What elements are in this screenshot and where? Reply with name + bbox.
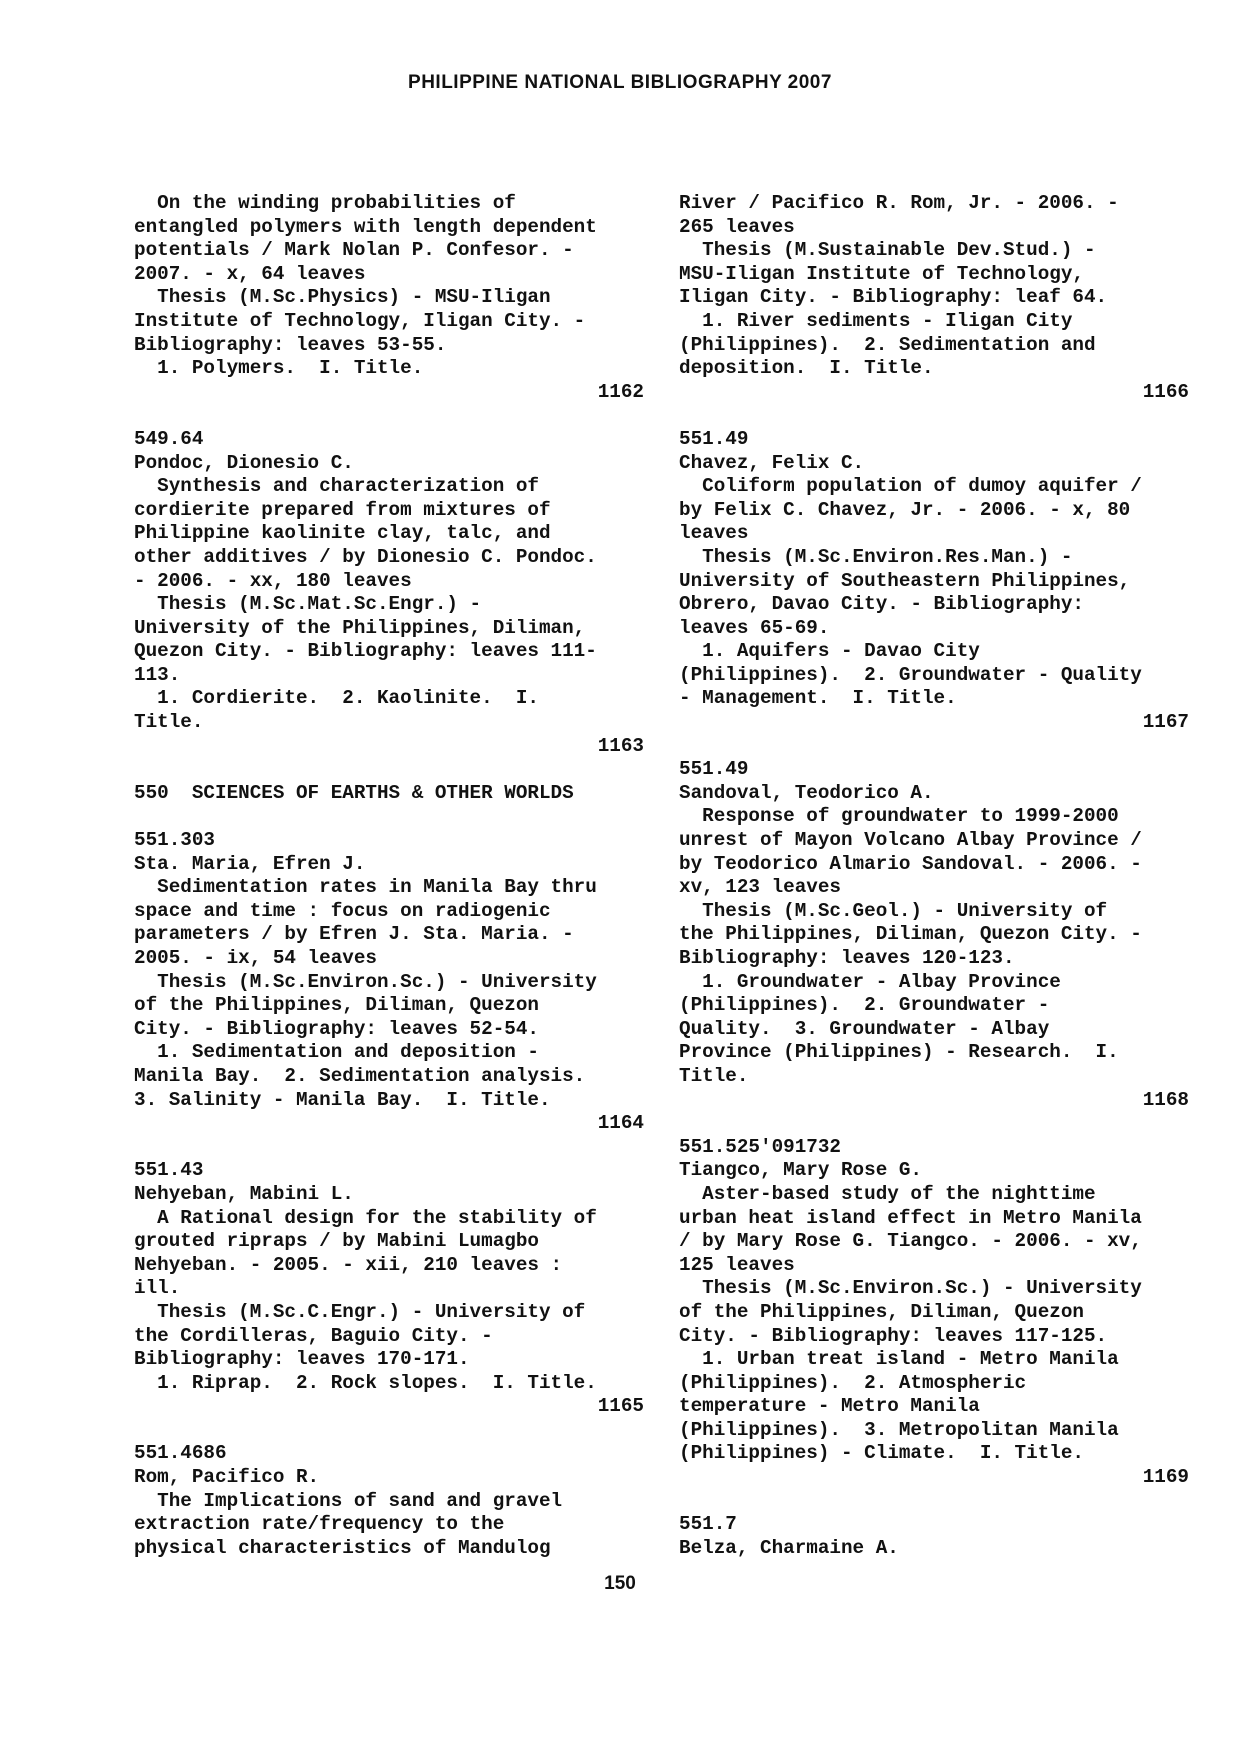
entry-line: extraction rate/frequency to the [134, 1513, 505, 1536]
entry-line: of the Philippines, Diliman, Quezon [134, 994, 539, 1017]
entry-line: A Rational design for the stability of [134, 1206, 597, 1229]
entry-spacer [134, 805, 644, 829]
entry-line: physical characteristics of Mandulog [134, 1536, 551, 1559]
left-column [134, 192, 644, 1560]
entry-line: Thesis (M.Sustainable Dev.Stud.) - [679, 239, 1096, 262]
entry-number: 1166 [1142, 380, 1189, 403]
entry-line: 1. Polymers. I. Title. [134, 357, 424, 380]
entry-line: Synthesis and characterization of [134, 475, 539, 498]
entry-line: leaves 65-69. [679, 616, 830, 639]
entry-line: 549.64 [134, 427, 204, 450]
entry-line: Nehyeban, Mabini L. [134, 1182, 354, 1205]
entry-line: The Implications of sand and gravel [134, 1489, 563, 1512]
entry-line: Quezon City. - Bibliography: leaves 111- [134, 640, 597, 663]
entry-line: Institute of Technology, Iligan City. - [134, 309, 586, 332]
entry-line: 1. Cordierite. 2. Kaolinite. I. [134, 687, 539, 710]
entry-line: 551.303 [134, 829, 215, 852]
entry-spacer [134, 1136, 644, 1160]
entry-line: Sandoval, Teodorico A. [679, 781, 934, 804]
entry-line: River / Pacifico R. Rom, Jr. - 2006. - [679, 192, 1119, 214]
entry-line: 551.4686 [134, 1442, 227, 1465]
entry-line: 1. Groundwater - Albay Province [679, 970, 1061, 993]
entry-line: leaves [679, 522, 749, 545]
entry-line: 550 SCIENCES OF EARTHS & OTHER WORLDS [134, 781, 574, 804]
entry-line: Title. [679, 1064, 749, 1087]
entry-line: Sedimentation rates in Manila Bay thru [134, 876, 597, 899]
entry-line: by Felix C. Chavez, Jr. - 2006. - x, 80 [679, 498, 1131, 521]
entry-line: Quality. 3. Groundwater - Albay [679, 1017, 1050, 1040]
entry-line: 551.7 [679, 1513, 737, 1536]
entry-line: 2005. - ix, 54 leaves [134, 947, 377, 969]
entry-spacer [134, 404, 644, 428]
entry-line: Thesis (M.Sc.Physics) - MSU-Iligan [134, 286, 551, 309]
entry-line: Thesis (M.Sc.Environ.Sc.) - University [679, 1277, 1142, 1300]
entry-line: Rom, Pacifico R. [134, 1466, 320, 1489]
entry-number: 1167 [1142, 711, 1189, 734]
entry-line: xv, 123 leaves [679, 876, 841, 899]
entry-line: Bibliography: leaves 170-171. [134, 1348, 470, 1371]
entry-line: parameters / by Efren J. Sta. Maria. - [134, 923, 574, 946]
entry-line: Belza, Charmaine A. [679, 1536, 899, 1559]
entry-line: by Teodorico Almario Sandoval. - 2006. - [679, 852, 1142, 875]
entry-line: the Cordilleras, Baguio City. - [134, 1324, 493, 1347]
entry-line: 1. River sediments - Iligan City [679, 309, 1073, 332]
entry-line: 551.525'091732 [679, 1135, 841, 1158]
entry-line: / by Mary Rose G. Tiangco. - 2006. - xv, [679, 1230, 1142, 1253]
entry-line: City. - Bibliography: leaves 117-125. [679, 1324, 1108, 1347]
entry-line: University of the Philippines, Diliman, [134, 616, 586, 639]
entry-line: entangled polymers with length dependent [134, 215, 597, 238]
entry-number: 1164 [597, 1112, 644, 1135]
entry-line: 1. Sedimentation and deposition - [134, 1041, 539, 1064]
entry-line: University of Southeastern Philippines, [679, 569, 1131, 592]
entry-line: the Philippines, Diliman, Quezon City. - [679, 923, 1142, 946]
entry-line: Thesis (M.Sc.Environ.Sc.) - University [134, 970, 597, 993]
entry-line: Response of groundwater to 1999-2000 [679, 805, 1119, 828]
entry-line: Coliform population of dumoy aquifer / [679, 475, 1142, 498]
entry-spacer [134, 758, 644, 782]
entry-line: - 2006. - xx, 180 leaves [134, 569, 412, 592]
entry-line: Chavez, Felix C. [679, 451, 865, 474]
entry-line: potentials / Mark Nolan P. Confesor. - [134, 239, 574, 262]
page-header: PHILIPPINE NATIONAL BIBLIOGRAPHY 2007 [408, 72, 832, 93]
entry-line: Thesis (M.Sc.Environ.Res.Man.) - [679, 545, 1073, 568]
entry-line: Pondoc, Dionesio C. [134, 451, 354, 474]
entry-spacer [679, 1112, 1189, 1136]
entry-spacer [679, 404, 1189, 428]
entry-spacer [134, 1419, 644, 1443]
entry-line: temperature - Metro Manila [679, 1395, 980, 1418]
entry-number: 1165 [597, 1395, 644, 1418]
entry-line: City. - Bibliography: leaves 52-54. [134, 1017, 539, 1040]
entry-line: cordierite prepared from mixtures of [134, 498, 551, 521]
entry-line: of the Philippines, Diliman, Quezon [679, 1300, 1084, 1323]
entry-line: (Philippines). 2. Groundwater - Quality [679, 663, 1142, 686]
entry-line: 2007. - x, 64 leaves [134, 262, 366, 285]
entry-line: 1. Urban treat island - Metro Manila [679, 1348, 1119, 1371]
entry-line: Philippine kaolinite clay, talc, and [134, 522, 551, 545]
entry-line: (Philippines). 3. Metropolitan Manila [679, 1418, 1119, 1441]
entry-line: - Management. I. Title. [679, 687, 957, 710]
entry-line: 551.49 [679, 427, 749, 450]
entry-line: Iligan City. - Bibliography: leaf 64. [679, 286, 1108, 309]
entry-line: Bibliography: leaves 53-55. [134, 333, 447, 356]
entry-number: 1169 [1142, 1466, 1189, 1489]
entry-line: Tiangco, Mary Rose G. [679, 1159, 922, 1182]
entry-line: 113. [134, 663, 181, 686]
entry-line: Sta. Maria, Efren J. [134, 852, 366, 875]
entry-line: Province (Philippines) - Research. I. [679, 1041, 1119, 1064]
entry-line: other additives / by Dionesio C. Pondoc. [134, 545, 597, 568]
entry-line: urban heat island effect in Metro Manila [679, 1206, 1142, 1229]
entry-line: (Philippines) - Climate. I. Title. [679, 1442, 1084, 1465]
entry-number: 1168 [1142, 1088, 1189, 1111]
entry-line: Thesis (M.Sc.Geol.) - University of [679, 899, 1108, 922]
entry-line: On the winding probabilities of [134, 192, 516, 214]
entry-line: (Philippines). 2. Atmospheric [679, 1371, 1027, 1394]
entry-line: Title. [134, 711, 204, 734]
entry-line: Thesis (M.Sc.C.Engr.) - University of [134, 1300, 586, 1323]
entry-line: 551.43 [134, 1159, 204, 1182]
entry-line: (Philippines). 2. Groundwater - [679, 994, 1050, 1017]
entry-line: Bibliography: leaves 120-123. [679, 947, 1015, 969]
entry-line: 265 leaves [679, 215, 795, 238]
entry-line: ill. [134, 1277, 181, 1300]
right-column [679, 192, 1189, 1560]
entry-line: MSU-Iligan Institute of Technology, [679, 262, 1084, 285]
entry-line: 1. Riprap. 2. Rock slopes. I. Title. [134, 1371, 597, 1394]
entry-line: unrest of Mayon Volcano Albay Province / [679, 829, 1142, 852]
entry-spacer [679, 1490, 1189, 1514]
entry-number: 1162 [597, 380, 644, 403]
entry-number: 1163 [597, 734, 644, 757]
entry-line: 3. Salinity - Manila Bay. I. Title. [134, 1088, 551, 1111]
entry-line: 125 leaves [679, 1253, 795, 1276]
entry-line: Nehyeban. - 2005. - xii, 210 leaves : [134, 1253, 563, 1276]
entry-line: 551.49 [679, 758, 749, 781]
page-number: 150 [604, 1573, 636, 1594]
entry-line: deposition. I. Title. [679, 357, 934, 380]
entry-line: 1. Aquifers - Davao City [679, 640, 980, 663]
entry-line: Aster-based study of the nighttime [679, 1182, 1096, 1205]
entry-line: space and time : focus on radiogenic [134, 899, 551, 922]
entry-line: Thesis (M.Sc.Mat.Sc.Engr.) - [134, 593, 482, 616]
entry-line: (Philippines). 2. Sedimentation and [679, 333, 1096, 356]
entry-line: Manila Bay. 2. Sedimentation analysis. [134, 1064, 586, 1087]
entry-line: Obrero, Davao City. - Bibliography: [679, 593, 1084, 616]
entry-line: grouted ripraps / by Mabini Lumagbo [134, 1230, 539, 1253]
entry-spacer [679, 735, 1189, 759]
